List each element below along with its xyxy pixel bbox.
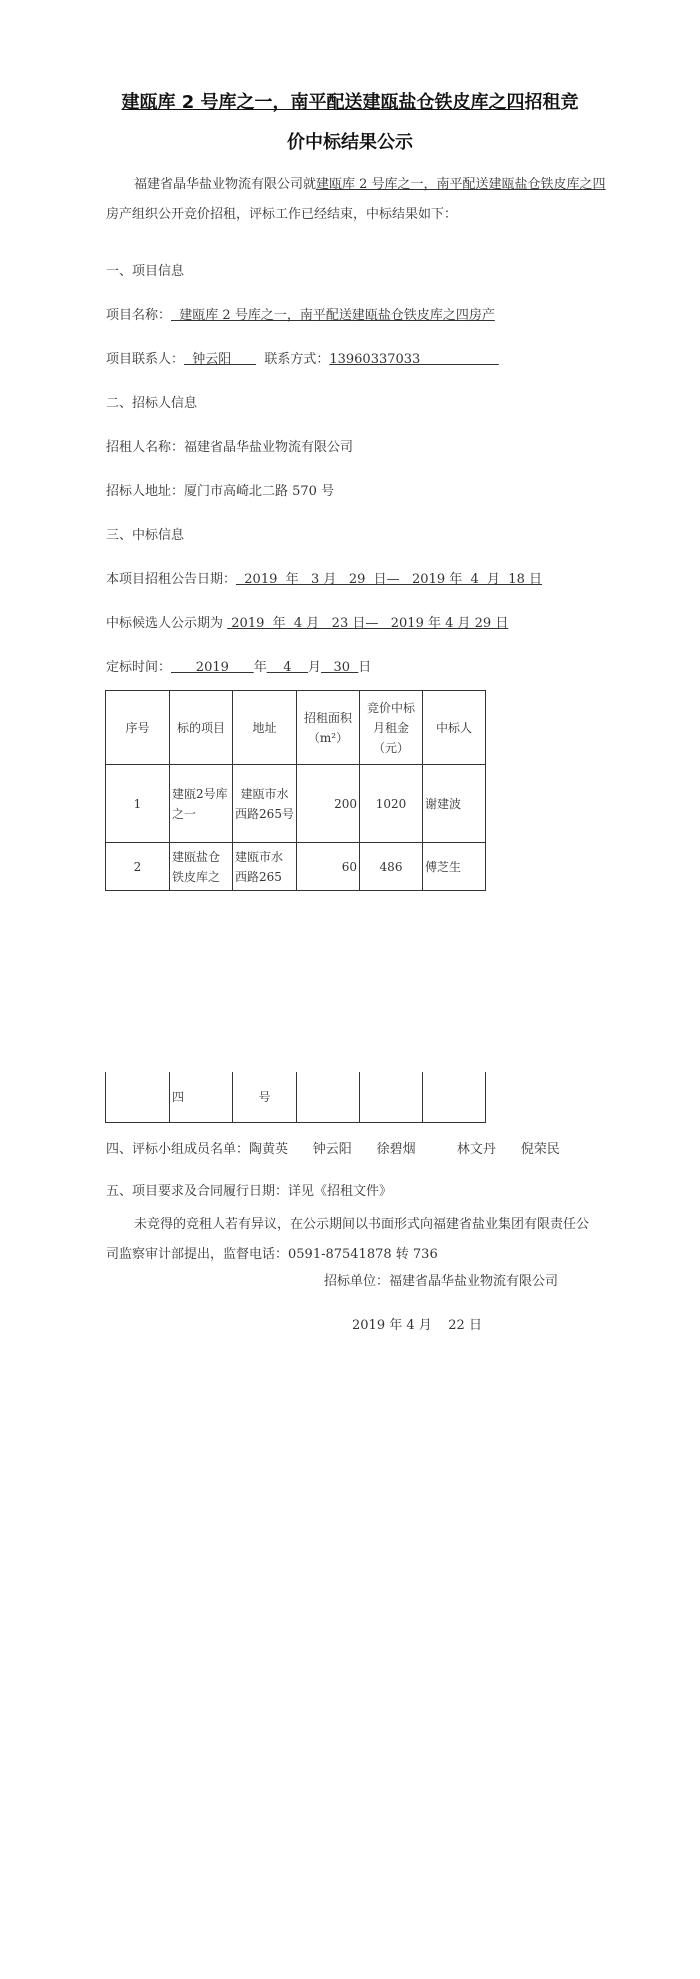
cont-item: 四: [170, 1072, 233, 1122]
intro-part1: 福建省晶华盐业物流有限公司就: [134, 177, 317, 192]
row2-address: 建瓯市水西路265: [233, 843, 297, 891]
row1-winner: 谢建波: [423, 765, 486, 843]
decide-year: 2019: [171, 660, 254, 675]
header-no: 序号: [106, 691, 170, 765]
phone-label: 联系方式：: [256, 352, 330, 367]
document-title-line2: 价中标结果公示: [287, 132, 413, 153]
signature-date: 2019 年 4 月 22 日: [352, 1318, 482, 1333]
title-rest-part: 招租竞: [524, 92, 579, 113]
section5-line: 五、项目要求及合同履行日期：详见《招租文件》: [106, 1184, 393, 1199]
row2-item: 建瓯盐仓铁皮库之: [170, 843, 233, 891]
decide-day: 30: [321, 660, 359, 675]
committee-line: 四、评标小组成员名单：陶黄英 钟云阳 徐碧烟 林文丹 倪荣民: [106, 1142, 560, 1157]
decide-date-line: [106, 656, 371, 675]
month-char: 月: [308, 660, 322, 675]
row2-rent: 486: [360, 843, 423, 891]
public-period-line: [106, 612, 508, 631]
project-name-value: 建瓯库 2 号库之一，南平配送建瓯盐仓铁皮库之四房产: [171, 308, 495, 323]
notice-date-line: [106, 568, 542, 587]
header-winner: 中标人: [423, 691, 486, 765]
cont-rent: [360, 1072, 423, 1122]
row1-area: 200: [297, 765, 360, 843]
year-char: 年: [253, 660, 267, 675]
tenderer-address-line: 招标人地址：厦门市高崎北二路 570 号: [106, 484, 335, 499]
table-header-row: [106, 691, 486, 765]
day-char: 日: [358, 660, 372, 675]
header-rent: 竞价中标月租金（元）: [360, 691, 423, 765]
table-row: [106, 843, 486, 891]
header-item: 标的项目: [170, 691, 233, 765]
project-name-label: 项目名称：: [106, 308, 172, 323]
row1-address: 建瓯市水西路265号: [233, 765, 297, 843]
phone-value: 13960337033: [329, 352, 499, 367]
signature-unit: 招标单位：福建省晶华盐业物流有限公司: [324, 1274, 559, 1289]
notice-date-label: 本项目招租公告日期：: [106, 572, 237, 587]
public-period-label: 中标候选人公示期为: [106, 616, 228, 631]
title-underlined-part: 建瓯库 2 号库之一，南平配送建瓯盐仓铁皮库之四: [121, 92, 525, 113]
notice-date-value: 2019 年 3 月 29 日— 2019 年 4 月 18 日: [236, 572, 542, 587]
cont-no: [106, 1072, 170, 1122]
decide-date-label: 定标时间：: [106, 660, 172, 675]
table-row: [106, 765, 486, 843]
row2-no: 2: [106, 843, 170, 891]
row1-rent: 1020: [360, 765, 423, 843]
public-period-value: 2019 年 4 月 23 日— 2019 年 4 月 29 日: [227, 616, 509, 631]
row1-item: 建瓯2号库之一: [170, 765, 233, 843]
row2-area: 60: [297, 843, 360, 891]
cont-winner: [423, 1072, 486, 1122]
section3-heading: 三、中标信息: [106, 528, 185, 543]
header-area: 招租面积（m²）: [297, 691, 360, 765]
tenderer-name-line: 招租人名称：福建省晶华盐业物流有限公司: [106, 440, 354, 455]
section2-heading: 二、招标人信息: [106, 396, 198, 411]
cont-area: [297, 1072, 360, 1122]
intro-paragraph: [106, 170, 612, 230]
objection-paragraph: 未竞得的竞租人若有异议，在公示期间以书面形式向福建省盐业集团有限责任公司监察审计部提出，监督电话：0591-87541878 转 736: [106, 1217, 590, 1262]
results-table: [105, 690, 486, 891]
contact-line: [106, 348, 499, 367]
contact-value: 钟云阳: [184, 352, 257, 367]
section1-heading: 一、项目信息: [106, 264, 185, 279]
results-table-continued: [105, 1072, 486, 1123]
cont-address: 号: [233, 1072, 297, 1122]
contact-label: 项目联系人：: [106, 352, 185, 367]
intro-part2: 房产组织公开竞价招租，评标工作已经结束，中标结果如下：: [106, 207, 458, 222]
row2-winner: 傅芝生: [423, 843, 486, 891]
intro-underlined: 建瓯库 2 号库之一，南平配送建瓯盐仓铁皮库之四: [316, 177, 606, 192]
project-name-line: [106, 304, 495, 323]
document-title-line1: [70, 88, 630, 114]
header-address: 地址: [233, 691, 297, 765]
table-row: [106, 1072, 486, 1122]
decide-month: 4: [266, 660, 309, 675]
row1-no: 1: [106, 765, 170, 843]
